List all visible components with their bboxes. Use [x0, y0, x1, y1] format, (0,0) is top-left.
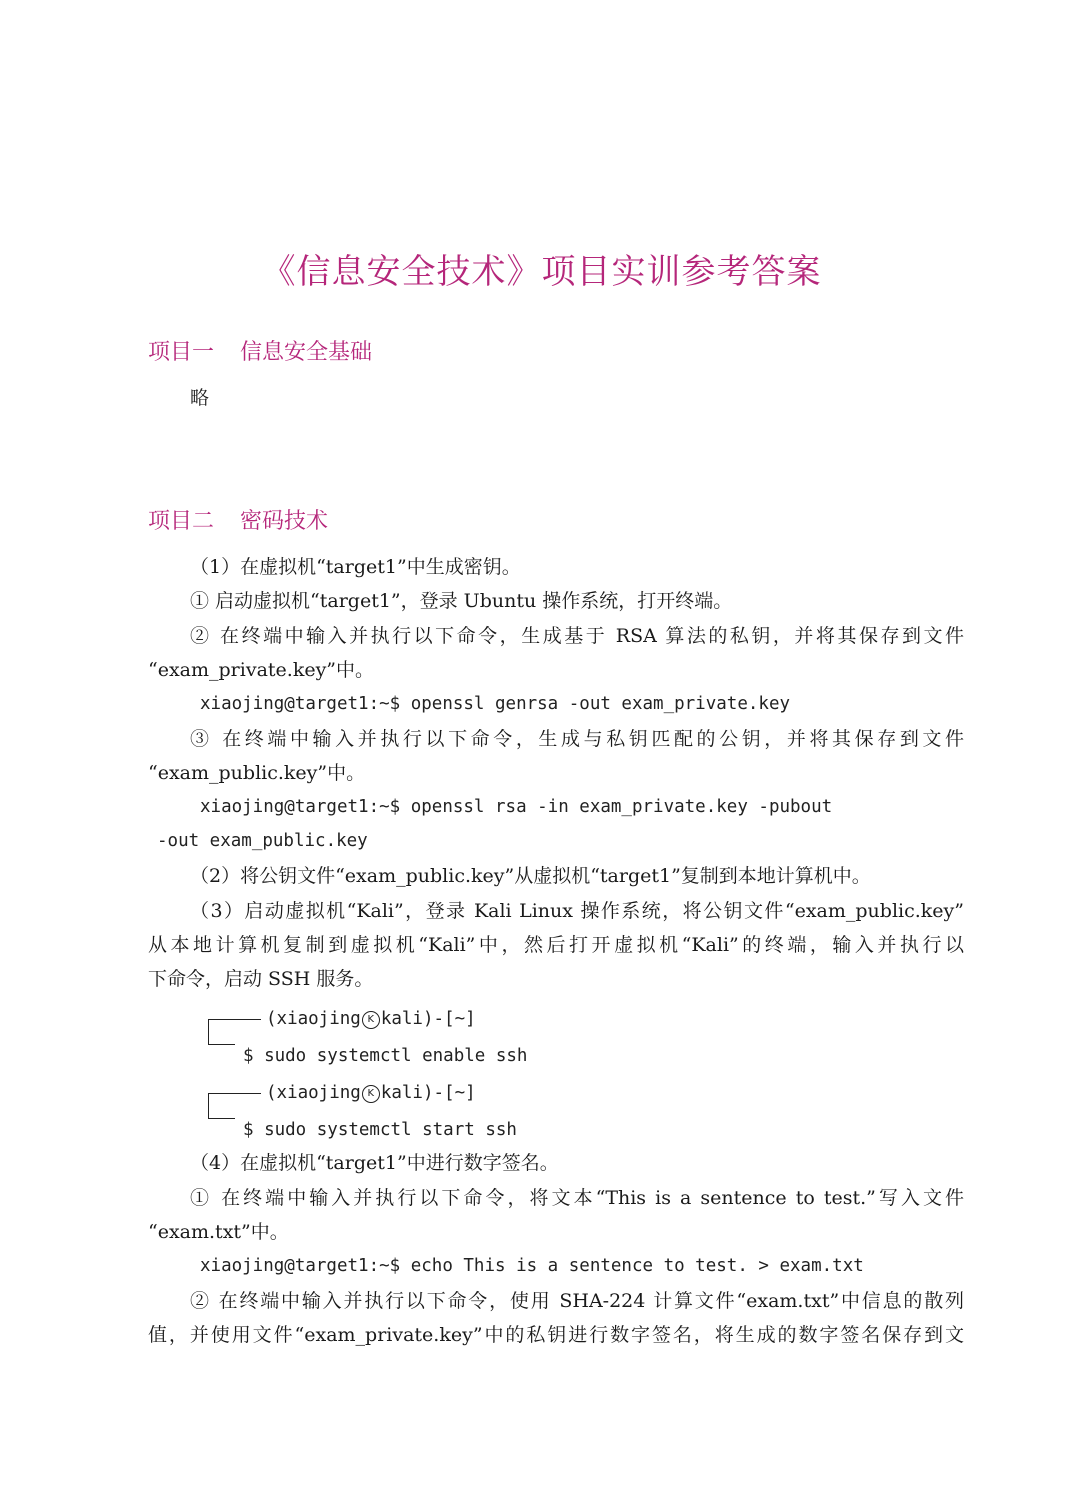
paragraph-line: 值，并使用文件“exam_private.key”中的私钥进行数字签名，将生成的数字签名保存到文 — [148, 1324, 964, 1346]
section-heading-2 — [148, 504, 328, 535]
paragraph-line: “exam_public.key”中。 — [148, 762, 366, 784]
paragraph-line: （3）启动虚拟机“Kali”，登录 Kali Linux 操作系统，将公钥文件“exam_public.key” — [190, 900, 964, 922]
terminal-tree-top — [208, 1093, 261, 1106]
section-heading-1 — [148, 335, 372, 366]
code-line: $ sudo systemctl start ssh — [243, 1120, 517, 1140]
paragraph-line: （1）在虚拟机“target1”中生成密钥。 — [190, 556, 521, 578]
document-title: 《信息安全技术》项目实训参考答案 — [261, 252, 822, 292]
prompt-user: (xiaojing — [266, 1009, 361, 1029]
section-body: 略 — [190, 387, 210, 409]
paragraph-line: （4）在虚拟机“target1”中进行数字签名。 — [190, 1152, 559, 1174]
terminal-tree-bottom — [208, 1032, 235, 1045]
paragraph-line: ① 在终端中输入并执行以下命令，将文本“This is a sentence to test.”写入文件 — [190, 1187, 964, 1209]
section-number: 项目二 — [148, 509, 215, 534]
paragraph-line: “exam.txt”中。 — [148, 1221, 289, 1243]
terminal-prompt — [266, 1081, 476, 1105]
kali-icon: K — [362, 1085, 380, 1103]
code-line: xiaojing@target1:~$ echo This is a sentence to test. > exam.txt — [200, 1256, 864, 1276]
paragraph-line: ② 在终端中输入并执行以下命令，使用 SHA-224 计算文件“exam.txt”中信息的散列 — [190, 1290, 964, 1312]
code-line: xiaojing@target1:~$ openssl genrsa -out exam_private.key — [200, 694, 791, 714]
code-line: $ sudo systemctl enable ssh — [243, 1046, 528, 1066]
paragraph-line: ③ 在终端中输入并执行以下命令，生成与私钥匹配的公钥，并将其保存到文件 — [190, 728, 964, 750]
paragraph-line: （2）将公钥文件“exam_public.key”从虚拟机“target1”复制到本地计算机中。 — [190, 865, 871, 887]
section-title: 密码技术 — [240, 509, 329, 534]
section-title: 信息安全基础 — [240, 340, 373, 365]
kali-icon: K — [362, 1011, 380, 1029]
code-line: xiaojing@target1:~$ openssl rsa -in exam_private.key -pubout — [200, 797, 833, 817]
paragraph-line: 下命令，启动 SSH 服务。 — [148, 968, 374, 990]
prompt-user: (xiaojing — [266, 1083, 361, 1103]
paragraph-line: ① 启动虚拟机“target1”，登录 Ubuntu 操作系统，打开终端。 — [190, 590, 733, 612]
paragraph-line: ② 在终端中输入并执行以下命令，生成基于 RSA 算法的私钥，并将其保存到文件 — [190, 625, 964, 647]
terminal-tree-top — [208, 1019, 261, 1032]
paragraph-line: 从本地计算机复制到虚拟机“Kali”中，然后打开虚拟机“Kali”的终端，输入并执行以 — [148, 934, 964, 956]
code-line: -out exam_public.key — [157, 831, 368, 851]
section-number: 项目一 — [148, 340, 215, 365]
terminal-prompt — [266, 1007, 476, 1031]
prompt-host: kali)-[~] — [380, 1083, 476, 1103]
terminal-tree-bottom — [208, 1106, 235, 1119]
prompt-host: kali)-[~] — [380, 1009, 476, 1029]
paragraph-line: “exam_private.key”中。 — [148, 659, 375, 681]
